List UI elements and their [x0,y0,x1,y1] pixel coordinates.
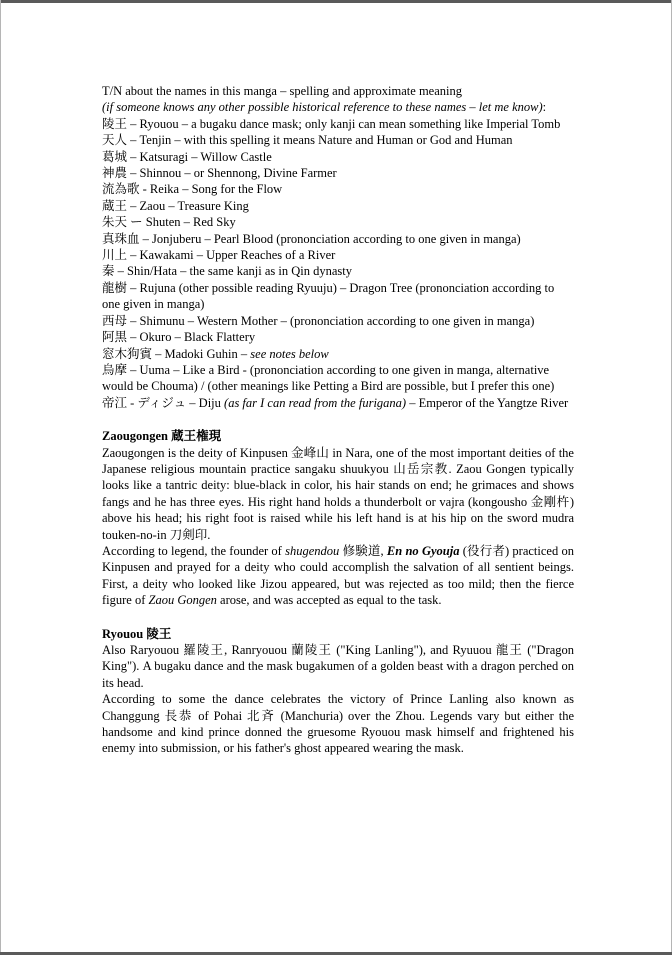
entry-kanji: 陵王 [102,116,128,131]
ryouou-paragraph-2: According to some the dance celebrates the victory of Prince Lanling also known as Changgung 長恭 of Pohai 北斉 (Manchuria) over the Zhou. Legends vary but either the handsome and kind prince donned the gruesome Ryouou mask himself and frightened his enemy into submission, or his father's ghost appeared wearing the mask. [102,692,574,756]
entry-kanji: 葛城 [102,149,128,164]
names-title: T/N about the names in this manga – spelling and approximate meaning [102,84,462,98]
zaougongen-paragraph-2 [102,543,574,609]
names-subtitle [102,99,574,115]
entry-kanji: 蔵王 [102,198,128,213]
text-run: (役行者) practiced on Kinpusen and prayed for a deity who could accomplish the salvation of all sentient beings. First, a deity who looked like Jizou appeared, but was rejected as too mild; then the fierce figure of [102,543,574,608]
entry-text: Shuten – Red Sky [142,215,236,230]
text-run: 修験道, [339,543,387,558]
entry-text: – Zaou – Treasure King [127,198,249,213]
entry-kanji: 龍樹 [102,280,128,295]
name-entry [102,214,574,230]
entry-kanji: 阿黒 [102,330,128,345]
entry-kanji: 帝江 - ディジュ [102,395,187,410]
entry-text: – Okuro – Black Flattery [127,330,256,345]
entry-text: – Madoki Guhin – [152,346,251,361]
entry-kanji: 流為歌 [102,182,140,197]
name-entry [102,116,574,132]
text-run-italic: shugendou [285,543,340,558]
name-entry [102,362,574,395]
entry-kanji: 神農 [102,166,128,181]
name-entry [102,165,574,181]
entry-kanji: 窓木狗賓 [102,346,153,361]
page-top-border [0,0,672,3]
entry-kanji: 秦 [102,264,115,279]
section-spacer [102,609,574,626]
text-run-italic: Zaou Gongen [148,593,217,608]
name-entry [102,280,574,313]
entry-kanji: 川上 [102,248,128,263]
text-run-bold-italic: En no Gyouja [386,543,460,558]
names-subtitle-colon: : [542,100,547,115]
zaougongen-heading: Zaougongen 蔵王権現 [102,429,222,444]
page-left-border [0,0,1,955]
entry-text: - Reika – Song for the Flow [139,182,283,197]
name-entry [102,231,574,247]
name-entry [102,313,574,329]
entry-text: – Tenjin – with this spelling it means Nature and Human or God and Human [127,133,513,148]
name-entry [102,198,574,214]
entry-kanji: 真珠血 [102,231,140,246]
entry-text: – Rujuna (other possible reading Ryuuju) – Dragon Tree (prononciation according to one given in manga) [102,280,555,312]
entry-kanji: 天人 [102,133,128,148]
entry-text: – Jonjuberu – Pearl Blood (prononciation according to one given in manga) [139,231,521,246]
name-entry [102,132,574,148]
section-spacer [102,411,574,428]
name-entry [102,263,574,279]
entry-note: (as far I can read from the furigana) [224,395,407,410]
ryouou-paragraph-1: Also Raryouou 羅陵王, Ranryouou 蘭陵王 ("King Lanling"), and Ryuuou 龍王 ("Dragon King"). A bugaku dance and the mask bugakumen of a golden beast with a dragon perched on its head. [102,643,574,690]
entry-text: – Diju [186,395,225,410]
name-entry [102,149,574,165]
entry-text: – Shin/Hata – the same kanji as in Qin dynasty [114,264,352,279]
entry-text: – Kawakami – Upper Reaches of a River [127,248,336,263]
entry-note: see notes below [250,346,329,361]
text-run: arose, and was accepted as equal to the task. [216,593,442,608]
entry-kanji: 烏摩 [102,362,128,377]
entry-text: – Ryouou – a bugaku dance mask; only kanji can mean something like Imperial Tomb [127,116,561,131]
ryouou-heading: Ryouou 陵王 [102,626,172,641]
entry-text: – Shinnou – or Shennong, Divine Farmer [127,166,337,181]
document-page [102,83,574,757]
entry-text-continued: – Emperor of the Yangtze River [406,395,569,410]
name-entry [102,247,574,263]
text-run: According to legend, the founder of [102,543,286,558]
entry-text: – Uuma – Like a Bird - (prononciation according to one given in manga, alternative would be Chouma) / (other meanings like Petting a Bird are possible, but I prefer this one) [102,362,555,394]
name-entry [102,181,574,197]
entry-text: – Shimunu – Western Mother – (prononciation according to one given in manga) [127,313,535,328]
name-entry [102,329,574,345]
names-subtitle-text: (if someone knows any other possible historical reference to these names – let me know) [102,100,543,115]
name-entry [102,395,574,411]
entry-text: – Katsuragi – Willow Castle [127,149,272,164]
entry-kanji: 西母 [102,313,128,328]
zaougongen-paragraph-1: Zaougongen is the deity of Kinpusen 金峰山 in Nara, one of the most important deities of the Japanese religious mountain practice sangaku shuukyou 山岳宗教. Zaou Gongen typically looks like a tantric deity: blue-black in color, his hair stands on end; he grimaces and shows fangs and he has three eyes. His right hand holds a thunderbolt or vajra (kongousho 金剛杵) above his head; his right foot is raised while his left hand is at his hip on the sword mudra touken-no-in 刀剣印. [102,445,574,542]
name-entry [102,346,574,362]
entry-kanji: 朱天 ー [102,215,143,230]
